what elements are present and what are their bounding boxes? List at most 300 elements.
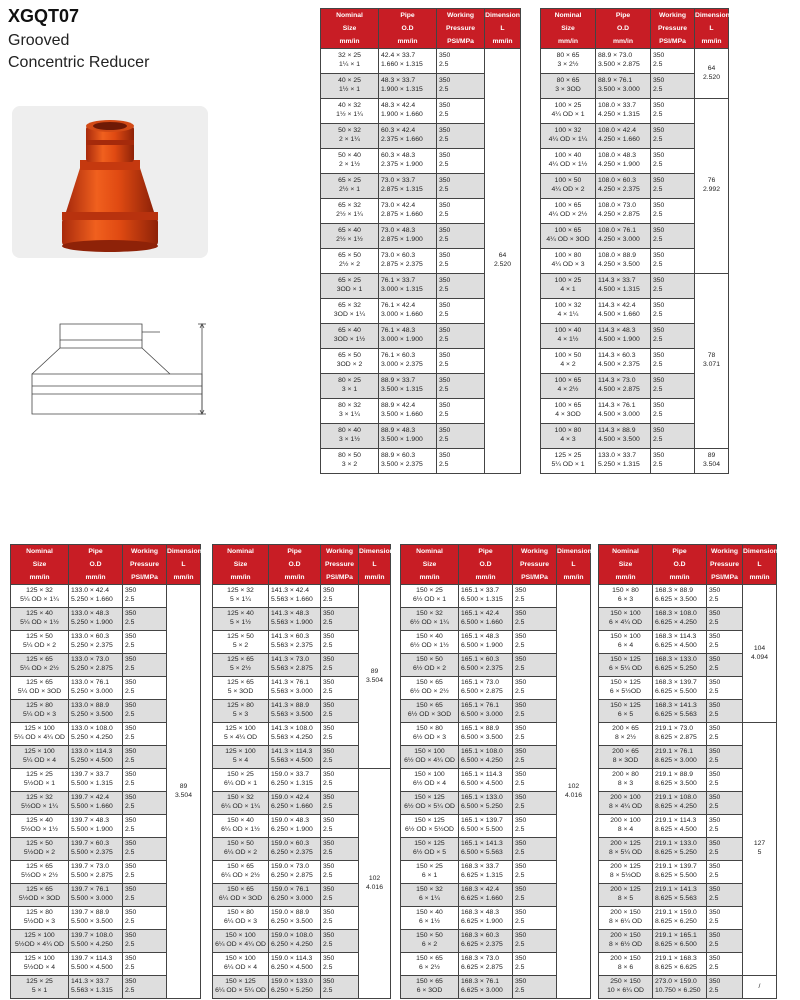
pipe-od [459, 608, 513, 631]
nominal-size [321, 349, 379, 374]
nominal-size [599, 976, 653, 999]
pipe-od [596, 99, 651, 124]
nominal-size-mm: 100 × 65 [554, 227, 582, 235]
dimension-in: 2.520 [493, 261, 511, 268]
nominal-size-in: 8 × 4¼ OD [608, 803, 643, 810]
pressure-psi: 350 [653, 327, 665, 335]
nominal-size [401, 746, 459, 769]
nominal-size [541, 99, 596, 124]
pipe-od-mm: 108.0 × 60.3 [598, 177, 636, 185]
pressure-psi: 350 [323, 863, 335, 871]
nominal-size-mm: 150 × 40 [227, 817, 254, 825]
pressure-mpa: 2.5 [709, 734, 719, 741]
pressure-psi: 350 [439, 77, 451, 85]
nominal-size [541, 274, 596, 299]
pressure-psi: 350 [709, 610, 721, 618]
pressure-psi: 350 [125, 633, 137, 641]
pipe-od-mm: 114.3 × 48.3 [598, 327, 636, 335]
working-pressure [123, 884, 167, 907]
working-pressure [437, 249, 485, 274]
pressure-psi: 350 [323, 748, 335, 756]
pressure-psi: 350 [709, 978, 721, 986]
nominal-size-in: 8 × 6 [617, 964, 634, 971]
pressure-psi: 350 [323, 771, 335, 779]
nominal-size-mm: 150 × 32 [416, 610, 443, 618]
nominal-size [321, 99, 379, 124]
pressure-mpa: 2.5 [653, 311, 663, 318]
pipe-od [379, 199, 437, 224]
working-pressure [321, 700, 359, 723]
nominal-size-mm: 125 × 65 [26, 656, 53, 664]
nominal-size-mm: 200 × 80 [612, 771, 639, 779]
working-pressure [513, 608, 557, 631]
nominal-size [541, 449, 596, 474]
pressure-psi: 350 [323, 633, 335, 641]
pressure-mpa: 2.5 [709, 665, 719, 672]
working-pressure [707, 654, 743, 677]
pipe-od-in: 4.500 × 3.000 [598, 411, 640, 418]
pressure-mpa: 2.5 [323, 941, 333, 948]
pipe-od-mm: 88.9 × 33.7 [381, 377, 416, 385]
pressure-mpa: 2.5 [323, 757, 333, 764]
pipe-od-in: 2.875 × 1.315 [381, 186, 423, 193]
header-size: Nominal Size mm/in [541, 9, 596, 49]
pipe-od-mm: 88.9 × 76.1 [598, 77, 633, 85]
pipe-od-mm: 108.0 × 48.3 [598, 152, 636, 160]
working-pressure [707, 631, 743, 654]
nominal-size [599, 815, 653, 838]
pressure-mpa: 2.5 [125, 987, 135, 994]
product-subtitle-line2: Concentric Reducer [8, 54, 150, 71]
pressure-mpa: 2.5 [653, 461, 663, 468]
nominal-size [213, 976, 269, 999]
pressure-mpa: 2.5 [515, 688, 525, 695]
pipe-od [69, 884, 123, 907]
nominal-size [213, 907, 269, 930]
nominal-size-in: 5¼ OD × 4 [22, 757, 57, 764]
pipe-od-in: 8.625 × 2.875 [655, 734, 697, 741]
nominal-size-mm: 100 × 65 [554, 202, 582, 210]
nominal-size-in: 6½ OD × 2 [412, 665, 447, 672]
pipe-od-mm: 165.1 × 88.9 [461, 725, 499, 733]
header-od: Pipe O.D mm/in [69, 545, 123, 585]
pressure-mpa: 2.5 [125, 849, 135, 856]
nominal-size-in: 3OD × 2 [336, 361, 363, 368]
working-pressure [707, 608, 743, 631]
pipe-od-in: 6.625 × 1.900 [461, 918, 503, 925]
nominal-size [11, 677, 69, 700]
pressure-psi: 350 [323, 909, 335, 917]
nominal-size [213, 631, 269, 654]
nominal-size-in: 6 × 1½ [419, 918, 440, 925]
pipe-od [459, 861, 513, 884]
pressure-mpa: 2.5 [439, 286, 449, 293]
nominal-size-in: 5¼ OD × 1½ [20, 619, 59, 626]
nominal-size-in: 4 × 3 [560, 436, 576, 443]
nominal-size [541, 149, 596, 174]
pipe-od [459, 838, 513, 861]
pressure-mpa: 2.5 [439, 186, 449, 193]
pipe-od [459, 700, 513, 723]
dimension-l [557, 585, 591, 999]
pressure-mpa: 2.5 [515, 803, 525, 810]
nominal-size-in: 6¼ OD × 3OD [218, 895, 263, 902]
pressure-psi: 350 [515, 587, 527, 595]
pipe-od-mm: 48.3 × 42.4 [381, 102, 416, 110]
nominal-size-in: 5½OD × 4¼ OD [15, 941, 64, 948]
pressure-psi: 350 [439, 127, 451, 135]
nominal-size [541, 199, 596, 224]
working-pressure [513, 976, 557, 999]
nominal-size [541, 124, 596, 149]
pipe-od-mm: 114.3 × 42.4 [598, 302, 636, 310]
pressure-psi: 350 [515, 886, 527, 894]
dimension-l [695, 49, 729, 99]
pressure-mpa: 2.5 [323, 803, 333, 810]
pressure-psi: 350 [439, 402, 451, 410]
pressure-psi: 350 [709, 725, 721, 733]
dimension-mm: 104 [753, 644, 766, 652]
dimension-in: 2.992 [702, 186, 720, 193]
nominal-size-in: 6¼ OD × 5¼ OD [215, 987, 266, 994]
pipe-od-in: 3.000 × 1.660 [381, 311, 423, 318]
nominal-size [599, 631, 653, 654]
pressure-psi: 350 [515, 794, 527, 802]
pipe-od-mm: 133.0 × 108.0 [71, 725, 113, 733]
pipe-od-mm: 159.0 × 48.3 [271, 817, 309, 825]
working-pressure [651, 124, 695, 149]
nominal-size-mm: 150 × 25 [416, 863, 443, 871]
pressure-psi: 350 [515, 725, 527, 733]
pipe-od [653, 884, 707, 907]
pressure-psi: 350 [515, 909, 527, 917]
nominal-size [11, 608, 69, 631]
nominal-size-mm: 200 × 100 [610, 794, 641, 802]
working-pressure [123, 631, 167, 654]
pipe-od-in: 5.563 × 3.000 [271, 688, 313, 695]
pipe-od-mm: 168.3 × 76.1 [461, 978, 499, 986]
nominal-size-in: 6¼ OD × 3 [223, 918, 258, 925]
nominal-size-in: 6½ OD × 3 [412, 734, 447, 741]
pipe-od [269, 861, 321, 884]
pipe-od-in: 6.625 × 3.500 [655, 596, 697, 603]
pipe-od-in: 6.625 × 2.875 [461, 964, 503, 971]
pressure-mpa: 2.5 [653, 361, 663, 368]
pipe-od [459, 930, 513, 953]
nominal-size [11, 907, 69, 930]
pipe-od [269, 677, 321, 700]
pipe-od [69, 792, 123, 815]
nominal-size-in: 5½OD × 4 [23, 964, 56, 971]
working-pressure [321, 907, 359, 930]
pressure-mpa: 2.5 [323, 872, 333, 879]
nominal-size-mm: 150 × 65 [227, 886, 254, 894]
pipe-od-mm: 165.1 × 73.0 [461, 679, 499, 687]
pressure-mpa: 2.5 [653, 411, 663, 418]
nominal-size [401, 815, 459, 838]
pipe-od [459, 746, 513, 769]
pipe-od [459, 792, 513, 815]
pressure-mpa: 2.5 [515, 734, 525, 741]
pipe-od-mm: 141.3 × 76.1 [271, 679, 309, 687]
pipe-od [653, 907, 707, 930]
pipe-od-mm: 165.1 × 48.3 [461, 633, 499, 641]
pressure-mpa: 2.5 [653, 211, 663, 218]
nominal-size [401, 723, 459, 746]
working-pressure [651, 424, 695, 449]
working-pressure [651, 174, 695, 199]
pipe-od [653, 654, 707, 677]
pipe-od-mm: 133.0 × 73.0 [71, 656, 109, 664]
nominal-size-mm: 32 × 25 [338, 52, 361, 60]
pressure-psi: 350 [439, 427, 451, 435]
nominal-size-in: 5 × 1¼ [230, 596, 251, 603]
working-pressure [437, 374, 485, 399]
working-pressure [513, 907, 557, 930]
pipe-od [69, 700, 123, 723]
pipe-od-in: 5.250 × 1.315 [598, 461, 640, 468]
pressure-psi: 350 [323, 840, 335, 848]
nominal-size-mm: 125 × 100 [225, 748, 256, 756]
pipe-od [596, 49, 651, 74]
nominal-size [321, 124, 379, 149]
nominal-size-in: 2 × 1¼ [339, 136, 360, 143]
nominal-size [321, 374, 379, 399]
header-dim: Dimension L mm/in [485, 9, 521, 49]
nominal-size [213, 930, 269, 953]
working-pressure [437, 99, 485, 124]
working-pressure [651, 49, 695, 74]
pipe-od-mm: 159.0 × 60.3 [271, 840, 309, 848]
pipe-od-mm: 165.1 × 33.7 [461, 587, 499, 595]
working-pressure [513, 884, 557, 907]
nominal-size [599, 838, 653, 861]
nominal-size-mm: 125 × 40 [26, 817, 53, 825]
pipe-od-mm: 108.0 × 73.0 [598, 202, 636, 210]
pipe-od-mm: 219.1 × 168.3 [655, 955, 697, 963]
nominal-size [401, 677, 459, 700]
pipe-od [653, 838, 707, 861]
nominal-size-mm: 125 × 25 [554, 452, 582, 460]
pressure-mpa: 2.5 [439, 361, 449, 368]
pipe-od-mm: 133.0 × 42.4 [71, 587, 109, 595]
pipe-od [459, 769, 513, 792]
pressure-mpa: 2.5 [125, 964, 135, 971]
pressure-psi: 350 [709, 587, 721, 595]
pressure-mpa: 2.5 [515, 941, 525, 948]
pressure-psi: 350 [125, 863, 137, 871]
pipe-od-mm: 168.3 × 48.3 [461, 909, 499, 917]
header-dim: Dimension L mm/in [557, 545, 591, 585]
dimension-l [743, 976, 777, 999]
working-pressure [321, 677, 359, 700]
nominal-size [401, 930, 459, 953]
working-pressure [707, 907, 743, 930]
pressure-mpa: 2.5 [709, 619, 719, 626]
working-pressure [321, 585, 359, 608]
dimension-in: 5 [757, 849, 762, 856]
pipe-od [596, 399, 651, 424]
pipe-od-in: 5.563 × 2.875 [271, 665, 313, 672]
nominal-size-in: 6 × 5 [617, 711, 634, 718]
pressure-mpa: 2.5 [125, 596, 135, 603]
pipe-od [653, 700, 707, 723]
nominal-size-in: 4 × 2 [560, 361, 576, 368]
header-size: Nominal Size mm/in [599, 545, 653, 585]
pipe-od [379, 74, 437, 99]
working-pressure [123, 861, 167, 884]
working-pressure [321, 608, 359, 631]
pipe-od [653, 746, 707, 769]
nominal-size-mm: 125 × 65 [227, 679, 254, 687]
nominal-size-mm: 50 × 40 [338, 152, 361, 160]
spec-table-2 [540, 8, 729, 474]
pressure-mpa: 2.5 [125, 872, 135, 879]
pressure-psi: 350 [125, 932, 137, 940]
working-pressure [513, 677, 557, 700]
pressure-psi: 350 [323, 610, 335, 618]
working-pressure [437, 324, 485, 349]
pressure-mpa: 2.5 [323, 619, 333, 626]
nominal-size-in: 6 × 4¼ OD [608, 619, 643, 626]
nominal-size-in: 6½ OD × 1 [412, 596, 447, 603]
nominal-size [321, 149, 379, 174]
pipe-od-mm: 42.4 × 33.7 [381, 52, 416, 60]
pipe-od [459, 723, 513, 746]
nominal-size [11, 838, 69, 861]
nominal-size-mm: 150 × 80 [612, 587, 639, 595]
pressure-psi: 350 [709, 771, 721, 779]
table-row [541, 99, 729, 124]
pipe-od-in: 8.625 × 3.500 [655, 780, 697, 787]
nominal-size-in: 6¼ OD × 1½ [221, 826, 260, 833]
pipe-od [269, 907, 321, 930]
working-pressure [321, 631, 359, 654]
pipe-od-mm: 219.1 × 139.7 [655, 863, 697, 871]
pipe-od [596, 199, 651, 224]
nominal-size-in: 6½ OD × 2½ [410, 688, 449, 695]
working-pressure [321, 815, 359, 838]
nominal-size-in: 6 × 1¼ [419, 895, 440, 902]
pipe-od [269, 700, 321, 723]
dimension-l [695, 274, 729, 449]
working-pressure [651, 224, 695, 249]
nominal-size-mm: 100 × 50 [554, 177, 582, 185]
pressure-mpa: 2.5 [439, 261, 449, 268]
pipe-od-in: 6.500 × 1.315 [461, 596, 503, 603]
nominal-size-in: 2½ × 2 [339, 261, 360, 268]
pipe-od-in: 6.500 × 5.563 [461, 849, 503, 856]
working-pressure [437, 274, 485, 299]
working-pressure [123, 654, 167, 677]
nominal-size-in: 4¼ OD × 1¼ [548, 136, 588, 143]
pipe-od-mm: 76.1 × 60.3 [381, 352, 416, 360]
pressure-psi: 350 [653, 202, 665, 210]
working-pressure [437, 299, 485, 324]
pressure-mpa: 2.5 [125, 757, 135, 764]
nominal-size [541, 424, 596, 449]
pressure-mpa: 2.5 [125, 826, 135, 833]
working-pressure [707, 700, 743, 723]
pipe-od [269, 930, 321, 953]
pipe-od-mm: 168.3 × 114.3 [655, 633, 697, 641]
pipe-od-mm: 168.3 × 88.9 [655, 587, 693, 595]
pipe-od [459, 884, 513, 907]
pipe-od-mm: 159.0 × 108.0 [271, 932, 313, 940]
pipe-od-mm: 141.3 × 42.4 [271, 587, 309, 595]
nominal-size-mm: 150 × 125 [414, 794, 445, 802]
nominal-size-in: 4¼ OD × 1 [551, 111, 585, 118]
nominal-size-in: 2½ × 1½ [336, 236, 363, 243]
nominal-size [321, 424, 379, 449]
pipe-od-in: 3.000 × 1.900 [381, 336, 423, 343]
pipe-od-in: 8.625 × 4.250 [655, 803, 697, 810]
pressure-mpa: 2.5 [653, 136, 663, 143]
pressure-mpa: 2.5 [125, 642, 135, 649]
pipe-od-mm: 108.0 × 33.7 [598, 102, 636, 110]
pressure-psi: 350 [125, 610, 137, 618]
nominal-size-in: 5½OD × 1¼ [21, 803, 58, 810]
nominal-size-in: 5½OD × 1½ [21, 826, 58, 833]
nominal-size-in: 5 × 3 [232, 711, 249, 718]
pipe-od-mm: 73.0 × 42.4 [381, 202, 416, 210]
nominal-size-in: 5¼ OD × 4¼ OD [14, 734, 65, 741]
table-row [321, 49, 521, 74]
nominal-size [599, 700, 653, 723]
pipe-od-in: 2.375 × 1.660 [381, 136, 423, 143]
pipe-od-mm: 165.1 × 141.3 [461, 840, 503, 848]
pipe-od-in: 6.500 × 3.500 [461, 734, 503, 741]
nominal-size [541, 374, 596, 399]
pipe-od-mm: 168.3 × 42.4 [461, 886, 499, 894]
dimension-l [695, 449, 729, 474]
pipe-od-mm: 273.0 × 159.0 [655, 978, 697, 986]
table-row [599, 585, 777, 608]
dimension-mm: 76 [707, 177, 716, 185]
working-pressure [321, 792, 359, 815]
nominal-size-mm: 65 × 32 [338, 202, 361, 210]
pressure-psi: 350 [515, 748, 527, 756]
header-od: Pipe O.D mm/in [379, 9, 437, 49]
header-pressure: Working Pressure PSI/MPa [321, 545, 359, 585]
nominal-size [213, 815, 269, 838]
nominal-size [321, 249, 379, 274]
nominal-size [213, 700, 269, 723]
working-pressure [651, 199, 695, 224]
nominal-size-mm: 80 × 25 [338, 377, 361, 385]
pressure-mpa: 2.5 [653, 186, 663, 193]
working-pressure [321, 884, 359, 907]
pressure-psi: 350 [515, 840, 527, 848]
pipe-od [379, 424, 437, 449]
pressure-mpa: 2.5 [653, 436, 663, 443]
nominal-size-in: 4¼ OD × 3 [551, 261, 585, 268]
nominal-size-mm: 150 × 32 [416, 886, 443, 894]
nominal-size-in: 6½ OD × 5 [412, 849, 447, 856]
nominal-size-mm: 150 × 100 [610, 610, 641, 618]
nominal-size-mm: 150 × 100 [610, 633, 641, 641]
nominal-size-in: 1½ × 1 [339, 86, 360, 93]
table-row [11, 585, 201, 608]
nominal-size-in: 5¼ OD × 2 [22, 642, 57, 649]
nominal-size-in: 6½ OD × 5½OD [405, 826, 454, 833]
pressure-psi: 350 [323, 679, 335, 687]
working-pressure [651, 349, 695, 374]
pressure-mpa: 2.5 [515, 895, 525, 902]
pressure-psi: 350 [125, 679, 137, 687]
pressure-mpa: 2.5 [515, 757, 525, 764]
nominal-size-in: 8 × 6½ OD [608, 941, 643, 948]
